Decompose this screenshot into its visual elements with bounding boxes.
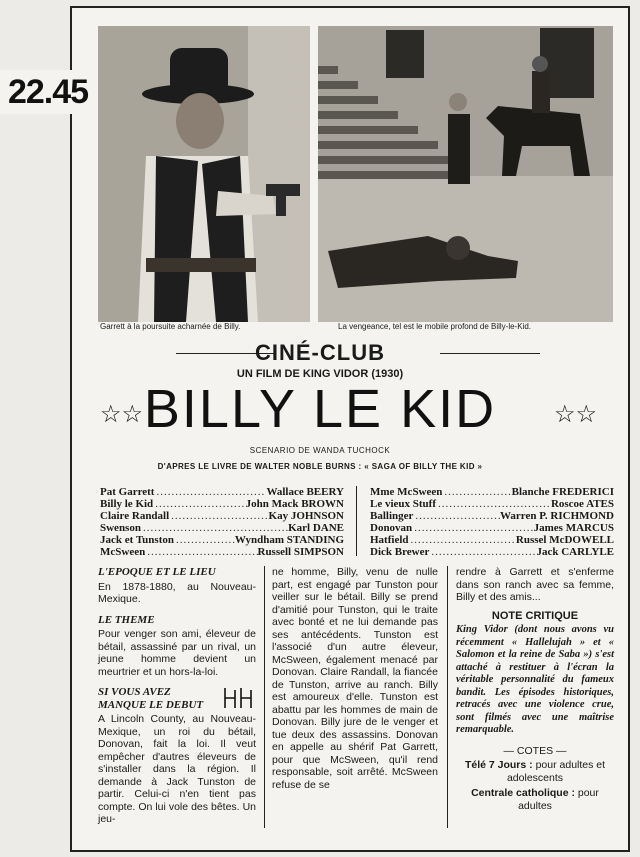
- cast-actor: Wallace BEERY: [266, 486, 344, 498]
- theme-text: Pour venger son ami, éleveur de bétail, assassiné par un rival, un jeune homme devient un meurtrier et un hors-la-loi.: [98, 628, 256, 678]
- cast-role: Claire Randall: [100, 510, 170, 522]
- cast-role: Ballinger: [370, 510, 414, 522]
- cote-tele7-value: pour adultes et adolescents: [506, 759, 606, 784]
- cast-row: [370, 498, 614, 510]
- film-credit: UN FILM DE KING VIDOR (1930): [236, 368, 404, 380]
- cast-list-left: [100, 486, 344, 558]
- cast-row: [100, 510, 344, 522]
- cast-actor: Warren P. RICHMOND: [500, 510, 614, 522]
- cast-role: Mme McSween: [370, 486, 443, 498]
- column-2: [272, 566, 438, 791]
- cast-row: [370, 534, 614, 546]
- cast-row: [370, 486, 614, 498]
- cast-actor: Jack CARLYLE: [536, 546, 614, 558]
- cote-tele7: [456, 759, 614, 784]
- cast-actor: Russel McDOWELL: [515, 534, 614, 546]
- column-3: [456, 566, 614, 812]
- cast-divider: [356, 486, 357, 556]
- cote-centrale-label: Centrale catholique :: [471, 787, 575, 799]
- synopsis-end: rendre à Garrett et s'enferme dans son ranch avec sa femme, Billy et des amis...: [456, 566, 614, 603]
- cast-role: Jack et Tunston: [100, 534, 174, 546]
- cast-actor: Russell SIMPSON: [257, 546, 344, 558]
- cast-list-right: [370, 486, 614, 558]
- epoque-text: En 1878-1880, au Nouveau-Mexique.: [98, 580, 256, 605]
- cast-row: [100, 498, 344, 510]
- star-icon: ☆☆: [100, 401, 144, 428]
- cast-actor: James MARCUS: [533, 522, 614, 534]
- column-1: [98, 566, 256, 826]
- column-divider: [264, 566, 265, 828]
- cotes-heading: — COTES —: [503, 744, 567, 757]
- source-book: D'APRES LE LIVRE DE WALTER NOBLE BURNS : « SAGA OF BILLY THE KID »: [157, 462, 483, 471]
- critique-heading: NOTE CRITIQUE: [491, 609, 579, 622]
- cast-role: Dick Brewer: [370, 546, 430, 558]
- cast-row: [370, 522, 614, 534]
- cote-tele7-label: Télé 7 Jours :: [464, 759, 533, 771]
- cast-actor: Kay JOHNSON: [268, 510, 344, 522]
- cast-actor: Wyndham STANDING: [234, 534, 344, 546]
- film-title: BILLY LE KID: [143, 379, 497, 439]
- debut-title: SI VOUS AVEZ MANQUE LE DEBUT: [98, 686, 204, 711]
- cast-role: Swenson: [100, 522, 141, 534]
- cast-role: Billy le Kid: [100, 498, 154, 510]
- cote-centrale: [456, 787, 614, 812]
- cast-actor: Blanche FREDERICI: [511, 486, 614, 498]
- scenario-credit: SCENARIO DE WANDA TUCHOCK: [249, 446, 391, 455]
- cast-role: Pat Garrett: [100, 486, 155, 498]
- cast-role: McSween: [100, 546, 146, 558]
- cast-actor: Karl DANE: [288, 522, 344, 534]
- section-heading-epoque: L'EPOQUE ET LE LIEU: [98, 566, 216, 578]
- critique-text: King Vidor (dont nous avons vu récemment « Hallelujah » et « Salomon et la reine de Saba ») s'est attaché à restituer à l'écran la véritable personnalité du fameux bandit. Les épisodes historiques, retracés avec une violence crue, sont filmés avec une maîtrise remarquable.: [456, 624, 614, 735]
- broadcast-time: 22.45: [0, 70, 96, 114]
- cast-role: Donovan: [370, 522, 413, 534]
- cine-club-heading: CINÉ-CLUB: [255, 340, 385, 365]
- cast-row: [100, 546, 344, 558]
- section-heading-debut: [98, 686, 256, 711]
- star-icon: ☆☆: [554, 401, 598, 428]
- cast-role: Le vieux Stuff: [370, 498, 436, 510]
- cast-row: [100, 534, 344, 546]
- cast-actor: John Mack BROWN: [245, 498, 344, 510]
- caption-left: Garrett à la poursuite acharnée de Billy.: [100, 322, 241, 331]
- photo-vengeance: [318, 26, 613, 322]
- cast-role: Hatfield: [370, 534, 409, 546]
- column-divider: [447, 566, 448, 828]
- caption-right: La vengeance, tel est le mobile profond de Billy-le-Kid.: [338, 322, 531, 331]
- cast-row: [370, 510, 614, 522]
- photo-garrett: [98, 26, 310, 322]
- chairs-icon: [222, 686, 256, 710]
- section-heading-theme: LE THEME: [98, 613, 155, 626]
- debut-text: A Lincoln County, au Nouveau-Mexique, un roi du bétail, Donovan, fait la loi. Il veut empêcher d'autres éleveurs de s'installer dans la région. Il demande à Jack Tunston de partir. Celui-ci n'en tient pas compte. On lui vole des bêtes. Un jeu-: [98, 713, 256, 825]
- cast-actor: Roscoe ATES: [550, 498, 614, 510]
- cast-row: [100, 486, 344, 498]
- synopsis-continued: ne homme, Billy, venu de nulle part, est engagé par Tunston pour veiller sur le bétail. Billy se prend d'amitié pour Tunston, qui le traite avec bonté et ne lui demande pas ses antécédents. Tunston est l'associé d'un autre éleveur, McSween, également menacé par Donovan. Claire Randall, la fiancée de Tunston, arrive au ranch. Billy est amoureux d'elle. Tunston est abattu par les hommes de main de Donovan. Billy jure de le venger et tue deux des assassins. Donovan en appelle au shérif Pat Garrett, pour que McSween, qu'il rend responsable, soit arrêté. McSween refuse de se: [272, 566, 438, 791]
- cotes-title: COTES: [516, 744, 554, 757]
- cast-row: [100, 522, 344, 534]
- cote-centrale-value: pour adultes: [518, 787, 599, 812]
- cast-row: [370, 546, 614, 558]
